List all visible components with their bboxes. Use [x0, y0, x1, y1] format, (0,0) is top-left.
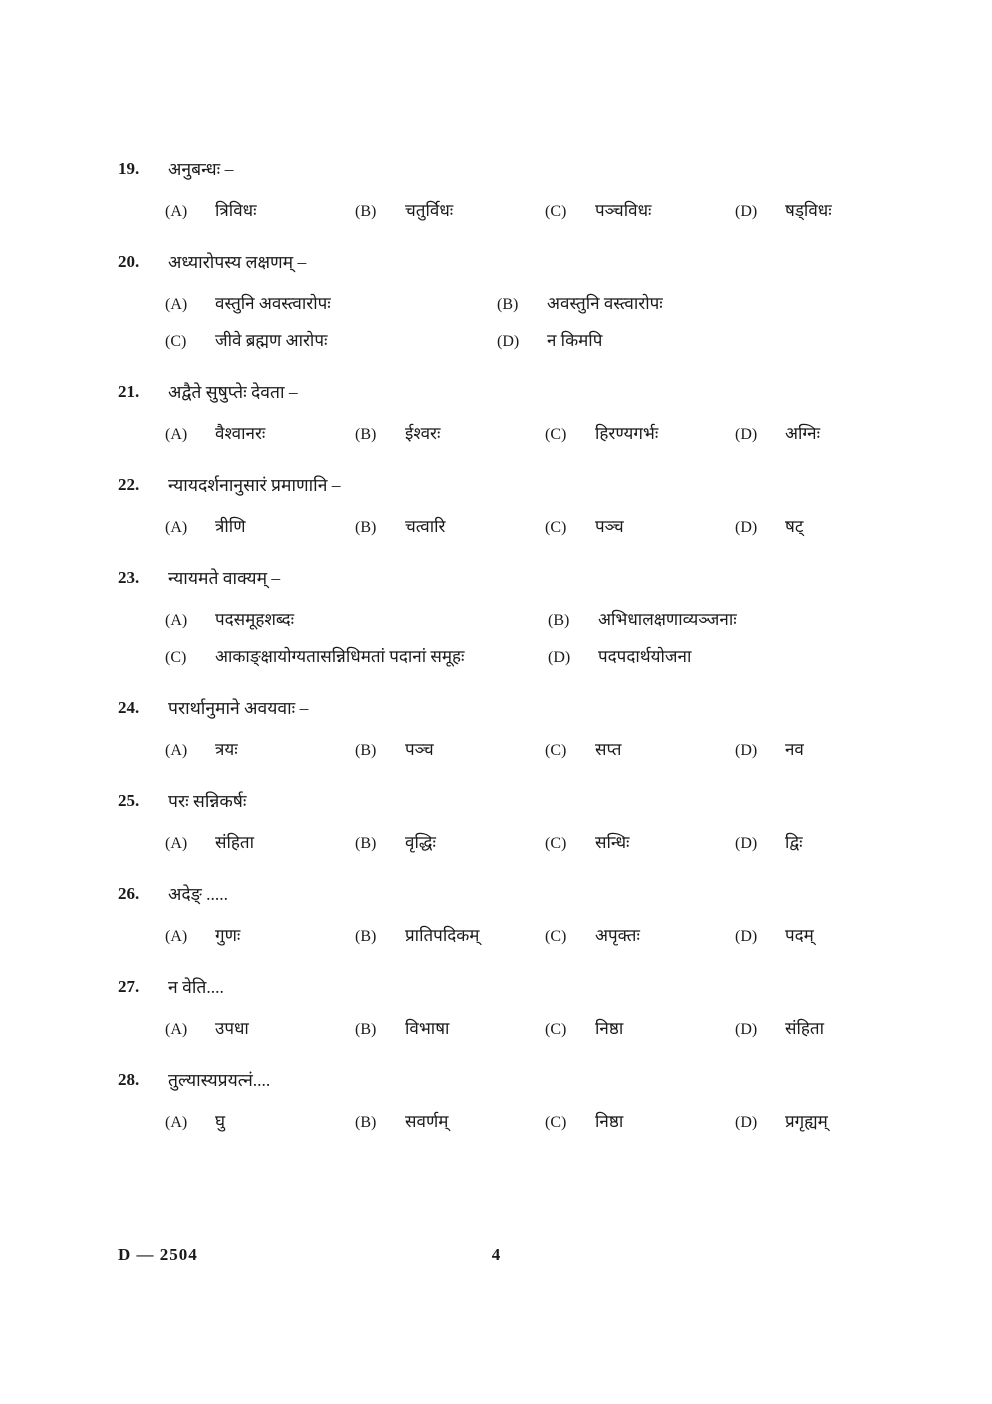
- option-label: (B): [355, 928, 377, 945]
- option-24-D: [735, 739, 942, 762]
- option-label: (D): [735, 742, 758, 759]
- question-header: [118, 567, 942, 591]
- option-label: (C): [545, 1114, 567, 1131]
- question-22: [118, 474, 942, 539]
- question-23: [118, 567, 942, 669]
- option-group: [165, 516, 942, 539]
- option-label: (A): [165, 203, 188, 220]
- option-21-B: [355, 423, 545, 446]
- option-27-A: [165, 1018, 355, 1041]
- option-text: पदपदार्थयोजना: [598, 647, 692, 666]
- option-25-A: [165, 832, 355, 855]
- question-27: [118, 976, 942, 1041]
- option-22-D: [735, 516, 942, 539]
- question-text: न्यायमते वाक्यम् –: [168, 568, 281, 588]
- option-text: त्रयः: [215, 740, 238, 759]
- option-21-C: [545, 423, 735, 446]
- option-22-C: [545, 516, 735, 539]
- option-26-A: [165, 925, 355, 948]
- option-label: (B): [355, 203, 377, 220]
- option-text: द्विः: [785, 833, 803, 852]
- option-label: (A): [165, 1021, 188, 1038]
- option-label: (B): [355, 426, 377, 443]
- option-text: सवर्णम्: [405, 1112, 449, 1131]
- question-text: अद्वैते सुषुप्तेः देवता –: [168, 382, 298, 402]
- option-text: निष्ठा: [595, 1019, 624, 1038]
- option-26-B: [355, 925, 545, 948]
- option-27-B: [355, 1018, 545, 1041]
- question-number: 28.: [118, 1070, 140, 1089]
- option-text: त्रिविधः: [215, 201, 257, 220]
- option-text: चत्वारि: [405, 517, 446, 536]
- option-label: (D): [735, 928, 758, 945]
- option-label: (D): [735, 519, 758, 536]
- option-group: [165, 739, 942, 762]
- option-text: अभिधालक्षणाव्यञ्जनाः: [598, 610, 737, 629]
- question-number: 27.: [118, 977, 140, 996]
- question-header: [118, 790, 942, 814]
- option-group: [165, 200, 942, 223]
- question-header: [118, 158, 942, 182]
- option-group: [165, 293, 942, 353]
- option-24-A: [165, 739, 355, 762]
- option-label: (B): [355, 519, 377, 536]
- option-24-B: [355, 739, 545, 762]
- question-text: अनुबन्धः –: [168, 159, 234, 179]
- option-23-C: [165, 646, 548, 669]
- option-label: (A): [165, 742, 188, 759]
- page-number: 4: [491, 1245, 501, 1264]
- question-25: [118, 790, 942, 855]
- option-text: पञ्च: [595, 517, 624, 536]
- question-28: [118, 1069, 942, 1134]
- option-group: [165, 609, 942, 669]
- option-text: त्रीणि: [215, 517, 246, 536]
- option-24-C: [545, 739, 735, 762]
- booklet-code: D — 2504: [118, 1245, 198, 1264]
- option-label: (D): [735, 426, 758, 443]
- question-text: परार्थानुमाने अवयवाः –: [168, 698, 309, 718]
- option-text: प्रातिपदिकम्: [405, 926, 480, 945]
- option-label: (A): [165, 928, 188, 945]
- option-23-D: [548, 646, 942, 669]
- option-label: (D): [548, 649, 571, 666]
- option-text: घु: [215, 1112, 226, 1131]
- option-20-C: [165, 330, 497, 353]
- option-text: संहिता: [215, 833, 255, 852]
- option-23-B: [548, 609, 942, 632]
- option-label: (C): [545, 1021, 567, 1038]
- option-21-D: [735, 423, 942, 446]
- option-text: पदसमूहशब्दः: [215, 610, 295, 629]
- option-22-A: [165, 516, 355, 539]
- option-text: उपधा: [215, 1019, 249, 1038]
- option-text: पञ्च: [405, 740, 434, 759]
- option-text: संहिता: [785, 1019, 825, 1038]
- option-25-C: [545, 832, 735, 855]
- option-text: अपृक्तः: [595, 926, 640, 945]
- question-header: [118, 697, 942, 721]
- option-label: (C): [165, 333, 187, 350]
- option-19-C: [545, 200, 735, 223]
- question-header: [118, 1069, 942, 1093]
- option-19-A: [165, 200, 355, 223]
- question-header: [118, 883, 942, 907]
- option-27-C: [545, 1018, 735, 1041]
- option-text: पञ्चविधः: [595, 201, 652, 220]
- option-text: प्रगृह्यम्: [785, 1112, 828, 1131]
- option-text: चतुर्विधः: [405, 201, 454, 220]
- question-number: 22.: [118, 475, 140, 494]
- question-number: 20.: [118, 252, 140, 271]
- option-label: (D): [497, 333, 520, 350]
- option-label: (A): [165, 519, 188, 536]
- option-label: (C): [545, 426, 567, 443]
- question-header: [118, 474, 942, 498]
- option-19-D: [735, 200, 942, 223]
- question-number: 23.: [118, 568, 140, 587]
- option-text: वृद्धिः: [405, 833, 436, 852]
- option-23-A: [165, 609, 548, 632]
- option-text: हिरण्यगर्भः: [595, 424, 659, 443]
- option-label: (C): [545, 928, 567, 945]
- question-header: [118, 381, 942, 405]
- question-list: [118, 158, 942, 1134]
- option-label: (B): [355, 742, 377, 759]
- option-text: वैश्वानरः: [215, 424, 266, 443]
- option-label: (C): [545, 203, 567, 220]
- question-26: [118, 883, 942, 948]
- option-19-B: [355, 200, 545, 223]
- option-20-D: [497, 330, 942, 353]
- option-text: अवस्तुनि वस्त्वारोपः: [547, 294, 663, 313]
- option-group: [165, 925, 942, 948]
- option-label: (A): [165, 1114, 188, 1131]
- option-21-A: [165, 423, 355, 446]
- option-text: पदम्: [785, 926, 814, 945]
- question-text: परः सन्निकर्षः: [168, 791, 247, 811]
- question-number: 24.: [118, 698, 140, 717]
- option-28-A: [165, 1111, 355, 1134]
- option-label: (C): [545, 742, 567, 759]
- option-label: (B): [355, 835, 377, 852]
- option-text: अग्निः: [785, 424, 821, 443]
- option-text: जीवे ब्रह्मण आरोपः: [215, 331, 328, 350]
- question-header: [118, 251, 942, 275]
- option-25-B: [355, 832, 545, 855]
- option-28-C: [545, 1111, 735, 1134]
- question-number: 26.: [118, 884, 140, 903]
- question-text: तुल्यास्यप्रयत्नं....: [168, 1070, 271, 1090]
- question-text: न वेति....: [168, 977, 224, 997]
- question-number: 25.: [118, 791, 140, 810]
- option-label: (B): [548, 612, 570, 629]
- option-label: (D): [735, 835, 758, 852]
- option-group: [165, 1111, 942, 1134]
- option-25-D: [735, 832, 942, 855]
- option-28-B: [355, 1111, 545, 1134]
- option-group: [165, 1018, 942, 1041]
- option-label: (C): [545, 835, 567, 852]
- option-label: (D): [735, 1114, 758, 1131]
- option-text: षट्: [785, 517, 804, 536]
- option-text: नव: [785, 740, 804, 759]
- option-label: (A): [165, 835, 188, 852]
- option-20-A: [165, 293, 497, 316]
- question-20: [118, 251, 942, 353]
- question-21: [118, 381, 942, 446]
- option-label: (A): [165, 612, 188, 629]
- option-text: सप्त: [595, 740, 622, 759]
- option-text: गुणः: [215, 926, 241, 945]
- option-26-C: [545, 925, 735, 948]
- option-26-D: [735, 925, 942, 948]
- option-text: न किमपि: [547, 331, 603, 350]
- option-text: ईश्वरः: [405, 424, 441, 443]
- option-label: (B): [497, 296, 519, 313]
- question-header: [118, 976, 942, 1000]
- option-27-D: [735, 1018, 942, 1041]
- option-20-B: [497, 293, 942, 316]
- question-number: 19.: [118, 159, 140, 178]
- option-text: विभाषा: [405, 1019, 450, 1038]
- option-label: (D): [735, 203, 758, 220]
- option-label: (D): [735, 1021, 758, 1038]
- option-label: (A): [165, 296, 188, 313]
- option-label: (B): [355, 1021, 377, 1038]
- option-22-B: [355, 516, 545, 539]
- option-text: वस्तुनि अवस्त्वारोपः: [215, 294, 331, 313]
- page-footer: [0, 1245, 992, 1269]
- question-number: 21.: [118, 382, 140, 401]
- option-text: निष्ठा: [595, 1112, 624, 1131]
- option-group: [165, 832, 942, 855]
- option-text: सन्धिः: [595, 833, 630, 852]
- option-label: (C): [165, 649, 187, 666]
- option-group: [165, 423, 942, 446]
- question-19: [118, 158, 942, 223]
- option-label: (B): [355, 1114, 377, 1131]
- option-label: (C): [545, 519, 567, 536]
- option-28-D: [735, 1111, 942, 1134]
- option-label: (A): [165, 426, 188, 443]
- option-text: षड्विधः: [785, 201, 832, 220]
- question-text: अध्यारोपस्य लक्षणम् –: [168, 252, 307, 272]
- option-text: आकाङ्क्षायोग्यतासन्निधिमतां पदानां समूहः: [215, 647, 465, 666]
- question-text: न्यायदर्शनानुसारं प्रमाणानि –: [168, 475, 341, 495]
- question-24: [118, 697, 942, 762]
- question-text: अदेङ् .....: [168, 884, 229, 904]
